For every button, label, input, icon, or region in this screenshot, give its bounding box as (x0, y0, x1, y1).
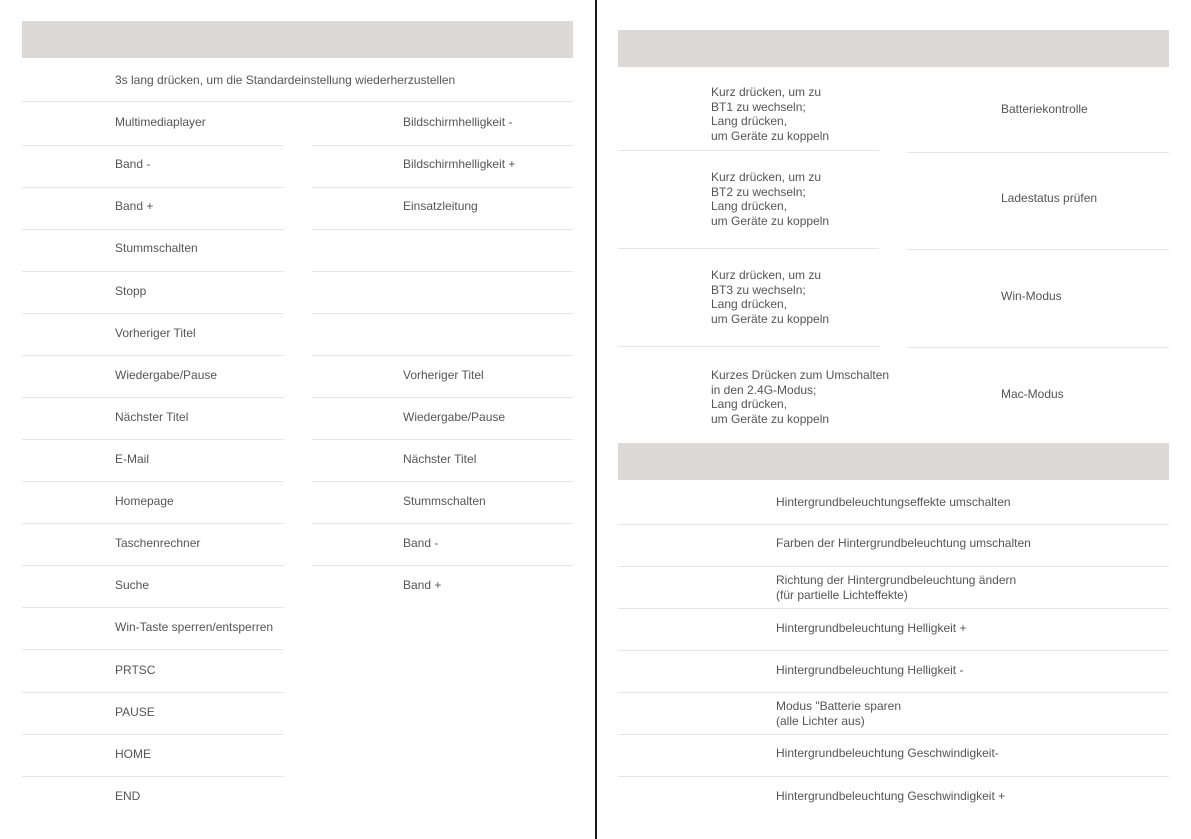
col1-item-14: PAUSE (115, 705, 155, 719)
row-divider (618, 248, 879, 249)
row-divider (22, 776, 284, 777)
col2-item-9: Stummschalten (403, 494, 486, 508)
backlight-item-3: Hintergrundbeleuchtung Helligkeit + (776, 621, 967, 635)
row-divider (618, 346, 879, 347)
col2-item-10: Band - (403, 536, 439, 550)
row-divider (618, 150, 879, 151)
row-divider (618, 650, 1169, 651)
row-divider (22, 607, 284, 608)
row-divider (22, 145, 284, 146)
col1-item-15: HOME (115, 747, 151, 761)
backlight-item-2: Richtung der Hintergrundbeleuchtung ändern (für partielle Lichteffekte) (776, 573, 1017, 602)
col1-item-10: Taschenrechner (115, 536, 201, 550)
connection-function-1: Ladestatus prüfen (1001, 191, 1098, 205)
col2-item-6: Vorheriger Titel (403, 368, 484, 382)
row-divider (312, 187, 573, 188)
col1-item-12: Win-Taste sperren/entsperren (115, 620, 274, 634)
row-divider (618, 692, 1169, 693)
connection-action-3: Kurzes Drücken zum Umschalten in den 2.4G-Modus; Lang drücken, um Geräte zu koppeln (711, 368, 890, 426)
connection-action-0: Kurz drücken, um zu BT1 zu wechseln; Lang drücken, um Geräte zu koppeln (711, 85, 830, 143)
col1-item-9: Homepage (115, 494, 174, 508)
col1-item-2: Band + (115, 199, 154, 213)
row-divider (22, 565, 284, 566)
backlight-item-6: Hintergrundbeleuchtung Geschwindigkeit- (776, 746, 999, 760)
backlight-item-5: Modus "Batterie sparen (alle Lichter aus) (776, 699, 901, 728)
left-page (0, 0, 595, 839)
row-divider (22, 313, 284, 314)
connection-action-1: Kurz drücken, um zu BT2 zu wechseln; Lang drücken, um Geräte zu koppeln (711, 170, 830, 228)
col2-item-8: Nächster Titel (403, 452, 477, 466)
col2-item-0: Bildschirmhelligkeit - (403, 115, 513, 129)
col1-item-3: Stummschalten (115, 241, 198, 255)
row-divider (312, 229, 573, 230)
row-divider (22, 229, 284, 230)
backlight-item-4: Hintergrundbeleuchtung Helligkeit - (776, 663, 964, 677)
col1-item-1: Band - (115, 157, 151, 171)
col1-item-11: Suche (115, 578, 150, 592)
col1-item-16: END (115, 789, 141, 803)
connection-function-3: Mac-Modus (1001, 387, 1064, 401)
backlight-item-1: Farben der Hintergrundbeleuchtung umschalten (776, 536, 1031, 550)
col2-item-11: Band + (403, 578, 442, 592)
backlight-item-7: Hintergrundbeleuchtung Geschwindigkeit + (776, 789, 1006, 803)
row-divider (618, 608, 1169, 609)
row-divider (22, 649, 284, 650)
reset-instruction: 3s lang drücken, um die Standardeinstellung wiederherzustellen (115, 73, 456, 87)
row-divider (312, 355, 573, 356)
col1-item-5: Vorheriger Titel (115, 326, 196, 340)
row-divider (312, 313, 573, 314)
row-divider (312, 271, 573, 272)
row-divider (22, 692, 284, 693)
connection-action-2: Kurz drücken, um zu BT3 zu wechseln; Lang drücken, um Geräte zu koppeln (711, 268, 830, 326)
col1-item-13: PRTSC (115, 663, 156, 677)
connection-table-header (618, 30, 1169, 67)
row-divider (22, 187, 284, 188)
col1-item-7: Nächster Titel (115, 410, 189, 424)
row-divider (312, 439, 573, 440)
connection-function-0: Batteriekontrolle (1001, 102, 1088, 116)
row-divider (22, 397, 284, 398)
backlight-item-0: Hintergrundbeleuchtungseffekte umschalten (776, 495, 1011, 509)
col1-item-4: Stopp (115, 284, 147, 298)
row-divider (22, 523, 284, 524)
row-divider (618, 566, 1169, 567)
row-divider (312, 397, 573, 398)
row-divider (22, 439, 284, 440)
row-divider (22, 101, 573, 102)
connection-function-2: Win-Modus (1001, 289, 1062, 303)
row-divider (618, 776, 1169, 777)
row-divider (22, 355, 284, 356)
backlight-table-header (618, 443, 1169, 480)
row-divider (312, 523, 573, 524)
row-divider (618, 734, 1169, 735)
row-divider (312, 145, 573, 146)
row-divider (618, 524, 1169, 525)
col2-item-1: Bildschirmhelligkeit + (403, 157, 516, 171)
right-page (597, 0, 1191, 839)
row-divider (22, 271, 284, 272)
left-table-header (22, 21, 573, 58)
col1-item-6: Wiedergabe/Pause (115, 368, 218, 382)
col1-item-8: E-Mail (115, 452, 150, 466)
col2-item-7: Wiedergabe/Pause (403, 410, 506, 424)
row-divider (907, 249, 1169, 250)
row-divider (907, 347, 1169, 348)
row-divider (22, 481, 284, 482)
row-divider (312, 481, 573, 482)
col2-item-2: Einsatzleitung (403, 199, 478, 213)
row-divider (22, 734, 284, 735)
col1-item-0: Multimediaplayer (115, 115, 206, 129)
row-divider (312, 565, 573, 566)
row-divider (907, 152, 1169, 153)
